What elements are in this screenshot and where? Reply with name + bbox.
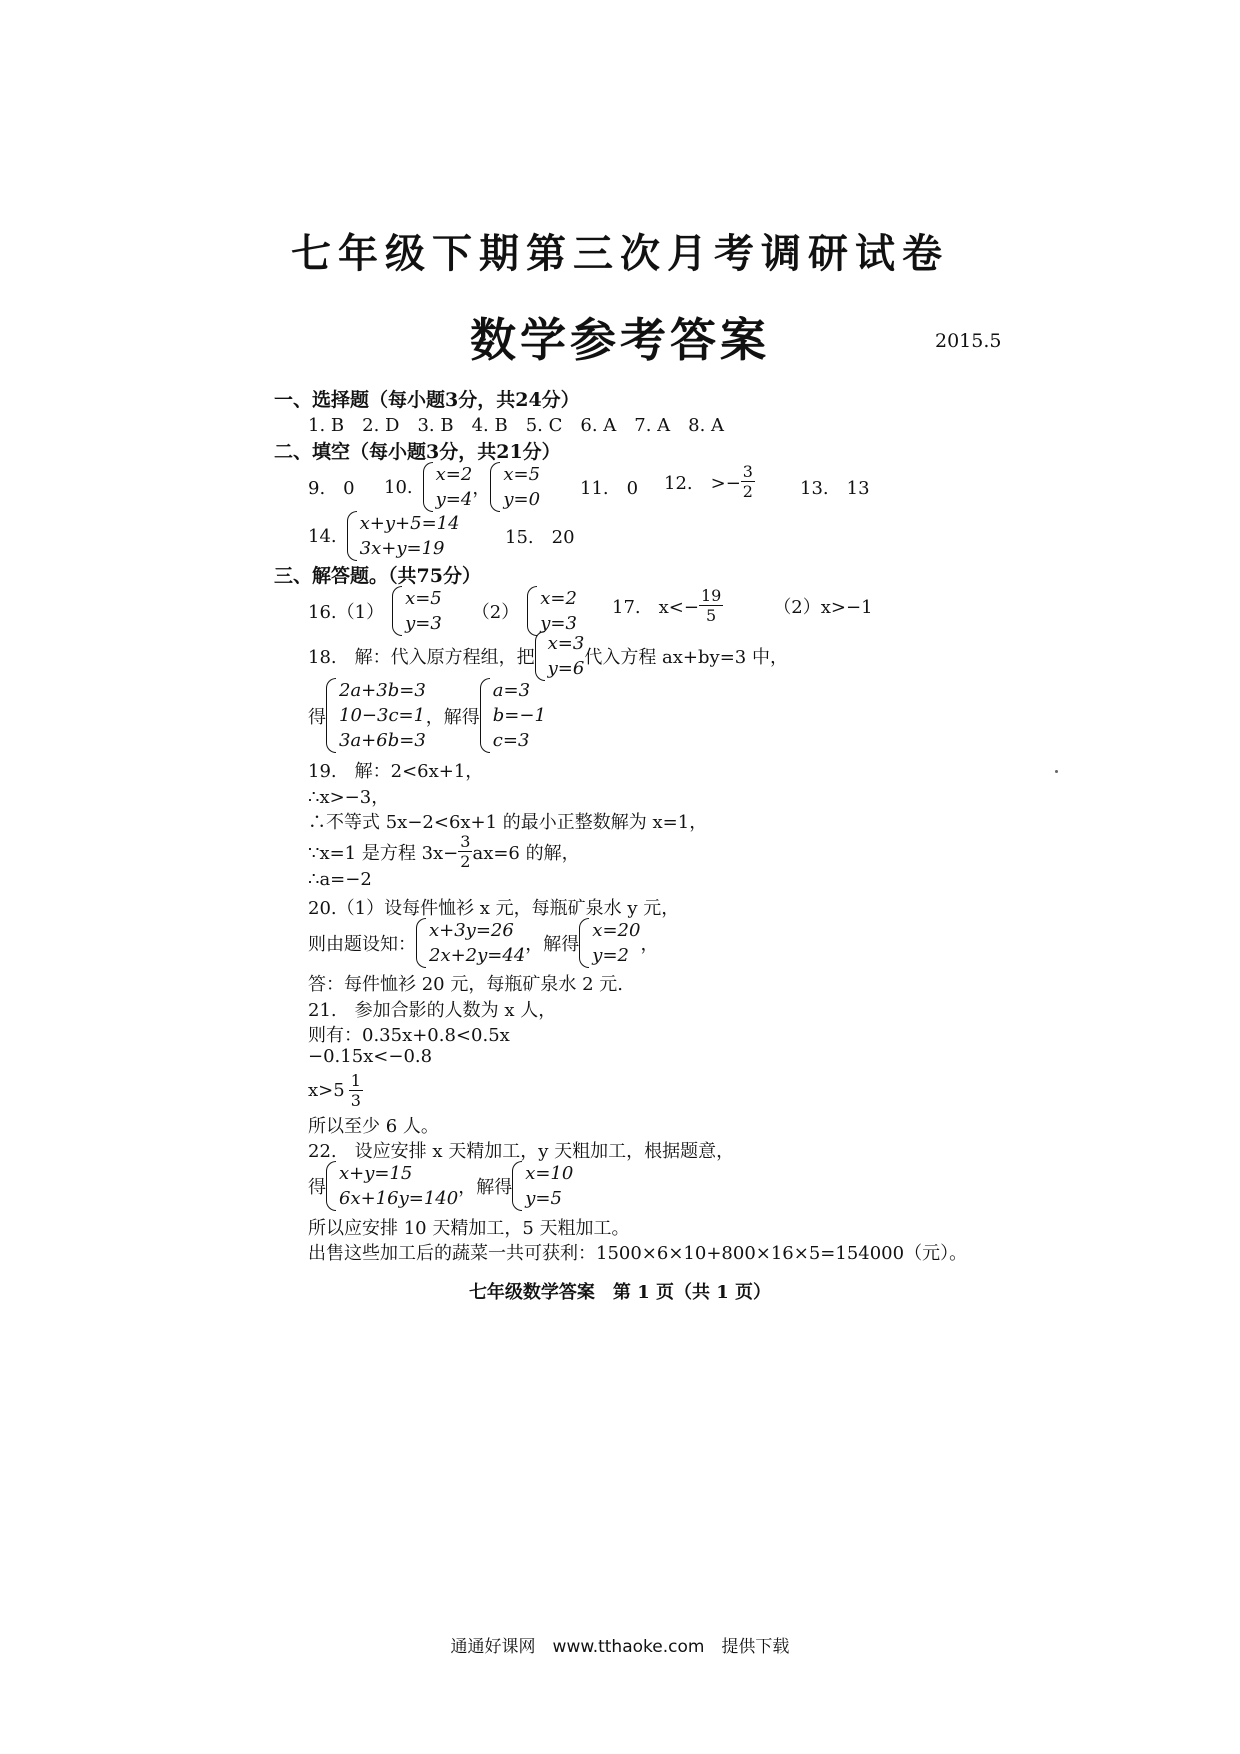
q20-line2	[308, 918, 658, 968]
fraction	[699, 586, 723, 625]
choice-answers: 1. B 2. D 3. B 4. B 5. C 6. A 7. A 8. A	[308, 415, 725, 436]
fraction	[741, 462, 755, 501]
brace	[535, 631, 545, 681]
denominator: 2	[742, 482, 753, 501]
system-row: y=2	[592, 945, 629, 966]
q21-line2: 则有：0.35x+0.8<0.5x	[308, 1025, 510, 1046]
q22-solution-system	[512, 1161, 573, 1211]
q21-line1: 21. 参加合影的人数为 x 人，	[308, 1000, 557, 1021]
page-footer: 七年级数学答案 第 1 页（共 1 页）	[468, 1282, 772, 1303]
numerator: 19	[700, 586, 722, 605]
numerator: 1	[350, 1071, 361, 1090]
system-row: 2a+3b=3	[339, 680, 426, 701]
system-row: x=10	[525, 1163, 574, 1184]
q10-label: 10.	[384, 476, 413, 498]
q19-line4	[308, 832, 580, 871]
system-row: x=2	[540, 588, 577, 609]
brace	[392, 586, 402, 636]
system-row: x=5	[503, 464, 541, 485]
system-row: x=20	[592, 920, 641, 941]
system-row: y=3	[405, 613, 442, 634]
q17-label: 17. x<−	[612, 596, 699, 618]
q19-line5: ∴a=−2	[308, 869, 372, 890]
system-row: 3x+y=19	[359, 538, 445, 559]
q18-intro-end: 代入方程 ax+by=3 中，	[584, 647, 788, 668]
q14-answer	[308, 511, 460, 561]
brace	[326, 1161, 336, 1211]
q19-line3: ∴不等式 5x−2<6x+1 的最小正整数解为 x=1，	[308, 812, 708, 833]
q15-answer: 15. 20	[505, 527, 575, 548]
q20-solution-system	[579, 918, 640, 968]
brace	[423, 462, 433, 512]
q22-line1: 22. 设应安排 x 天精加工，y 天粗加工，根据题意，	[308, 1141, 735, 1162]
system-row: x=3	[547, 633, 585, 654]
q20-equation-system	[416, 918, 525, 968]
q19-line1: 19. 解：2<6x+1，	[308, 761, 484, 782]
brace	[347, 511, 357, 561]
q22-equation-system	[326, 1161, 458, 1211]
denominator: 5	[706, 606, 717, 625]
q19-line4-start: ∵x=1 是方程 3x−	[308, 842, 459, 864]
q22-line4: 出售这些加工后的蔬菜一共可获利：1500×6×10+800×16×5=154000（元）。	[308, 1243, 968, 1264]
date: 2015.5	[935, 330, 1002, 352]
q18-line2	[308, 678, 546, 753]
system-row: b=−1	[492, 705, 546, 726]
section2-heading: 二、填空（每小题3分，共21分）	[274, 441, 561, 463]
section1-heading: 一、选择题（每小题3分，共24分）	[274, 389, 580, 411]
q22-line2	[308, 1161, 573, 1211]
q22-line3: 所以应安排 10 天精加工，5 天粗加工。	[308, 1218, 630, 1239]
system-row: x+y=15	[339, 1163, 413, 1184]
q9-answer: 9. 0	[308, 478, 355, 499]
q20-setup-label: 则由题设知：	[308, 934, 416, 955]
q12-label: 12. >−	[664, 472, 741, 494]
separator: ，	[472, 478, 491, 499]
system-row: 6x+16y=140	[339, 1188, 459, 1209]
system-row: x=2	[435, 464, 473, 485]
system-row: 3a+6b=3	[339, 730, 426, 751]
system-row: y=3	[540, 613, 577, 634]
q12-answer	[664, 462, 755, 501]
numerator: 3	[460, 832, 471, 851]
q18-substitution-system	[535, 631, 585, 681]
brace	[512, 1161, 522, 1211]
q20-line1: 20.（1）设每件恤衫 x 元，每瓶矿泉水 y 元，	[308, 898, 680, 919]
system-row: y=5	[525, 1188, 562, 1209]
section3-heading: 三、解答题。（共75分）	[274, 565, 481, 587]
q18-get-label: 得	[308, 706, 326, 728]
system-row: y=0	[503, 489, 541, 510]
brace	[326, 678, 336, 753]
system-row: 10−3c=1	[339, 705, 426, 726]
q19-line4-end: ax=6 的解，	[472, 842, 580, 864]
q20-line2-end: ，	[640, 934, 659, 955]
system-row: x=5	[405, 588, 442, 609]
q22-get-label: 得	[308, 1177, 326, 1198]
q19-line2: ∴x>−3，	[308, 787, 390, 808]
q14-label: 14.	[308, 525, 337, 547]
q21-line4-start: x>5	[308, 1080, 345, 1101]
q18-equation-system	[326, 678, 426, 753]
denominator: 3	[350, 1091, 361, 1110]
system-row: c=3	[492, 730, 530, 751]
q21-line5: 所以至少 6 人。	[308, 1116, 439, 1137]
system-row: x+3y=26	[429, 920, 514, 941]
denominator: 2	[460, 852, 471, 871]
exam-title: 七年级下期第三次月考调研试卷	[291, 230, 949, 277]
q18-solution-system	[480, 678, 546, 753]
q16-answer	[308, 586, 577, 636]
fraction	[458, 832, 472, 871]
q20-solve-label: ，解得	[525, 934, 580, 955]
brace	[579, 918, 589, 968]
q10-system-2	[490, 462, 540, 512]
system-row: a=3	[492, 680, 531, 701]
answer-key-title: 数学参考答案	[470, 313, 770, 367]
q10-answer	[384, 462, 540, 512]
q14-system	[347, 511, 460, 561]
q21-line4	[308, 1071, 363, 1110]
system-row: x+y+5=14	[359, 513, 460, 534]
q20-line3: 答：每件恤衫 20 元，每瓶矿泉水 2 元.	[308, 974, 623, 995]
brace	[527, 586, 537, 636]
q16-system-1	[392, 586, 442, 636]
system-row: y=4	[435, 489, 473, 510]
q16-label: 16.（1）	[308, 602, 385, 623]
q21-line3: −0.15x<−0.8	[308, 1046, 433, 1067]
q11-answer: 11. 0	[580, 478, 639, 499]
q18-intro: 18. 解：代入原方程组，把	[308, 647, 535, 668]
system-row: y=6	[547, 658, 585, 679]
brace	[480, 678, 490, 753]
q10-system-1	[423, 462, 473, 512]
q16-system-2	[527, 586, 577, 636]
brace	[416, 918, 426, 968]
q17-answer	[612, 586, 873, 625]
q16-part2-label: （2）	[471, 602, 520, 623]
system-row: 2x+2y=44	[429, 945, 526, 966]
q17-part2: （2）x>−1	[773, 596, 873, 618]
scan-speck	[1055, 770, 1058, 773]
brace	[490, 462, 500, 512]
site-credit: 通通好课网 www.tthaoke.com 提供下载	[450, 1637, 790, 1657]
q18-line1	[308, 631, 788, 681]
q18-solve-label: ，解得	[425, 706, 480, 728]
q22-solve-label: ，解得	[458, 1177, 513, 1198]
q13-answer: 13. 13	[800, 478, 870, 499]
numerator: 3	[742, 462, 753, 481]
fraction	[349, 1071, 363, 1110]
